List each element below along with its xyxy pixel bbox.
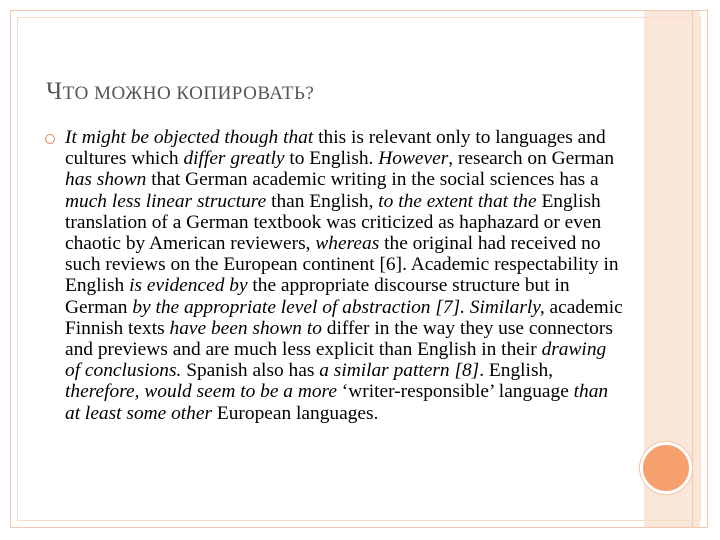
bullet-icon (45, 134, 55, 144)
paragraph-italic-run: drawing of conclusions. (65, 339, 607, 382)
slide-title-rest: ТО МОЖНО КОПИРОВАТЬ? (62, 83, 315, 104)
paragraph-text-run: that German academic writing in the social sciences has a (146, 169, 599, 191)
paragraph-italic-run: differ greatly (183, 148, 285, 170)
paragraph-text-run: differ in the way they use connectors and previews and are much less explicit than English in their (65, 317, 613, 361)
paragraph-text-run: English translation of a German textbook was criticized as haphazard or even chaotic by American reviewers, (65, 190, 602, 255)
paragraph-italic-run: have been shown to (169, 317, 322, 339)
paragraph-italic-run: therefore, would seem to be a more (65, 381, 337, 403)
paragraph-text-run: European languages. (212, 402, 379, 424)
paragraph-text-run: to English. (284, 148, 379, 170)
paragraph-italic-run: a similar pattern [8] (319, 360, 480, 382)
paragraph-italic-run: However (378, 148, 449, 170)
paragraph-italic-run: has shown (65, 169, 147, 191)
paragraph-text-run: academic Finnish texts (65, 296, 623, 339)
paragraph-italic-run: much less linear structure (65, 190, 267, 212)
slide-title-first-letter: Ч (46, 78, 63, 105)
paragraph-text-run: the appropriate discourse structure but in German (65, 275, 570, 318)
paragraph-text-run: the original had received no such reviews on the European continent [6]. Academic respectability in English (65, 233, 619, 297)
decorative-circle (640, 442, 692, 494)
paragraph-text-run: ‘writer-responsible’ language (336, 381, 574, 403)
paragraph-italic-run: is evidenced by (129, 275, 248, 297)
paragraph-italic-run: than at least some other (65, 381, 609, 424)
paragraph-text-run: this is relevant only to languages and cultures which (65, 127, 606, 170)
paragraph-text-run: than English, (266, 190, 379, 212)
paragraph-text-run: , research on German (448, 148, 615, 170)
paragraph-italic-run: It might be objected though that (65, 127, 314, 148)
slide-title (46, 78, 314, 106)
paragraph-text-run: Spanish also has (181, 360, 320, 382)
paragraph-italic-run: to the extent that the (378, 190, 537, 212)
paragraph-text-run: . English, (479, 360, 554, 382)
body-paragraph (65, 127, 625, 424)
paragraph-italic-run: by the appropriate level of abstraction [7]. Similarly, (132, 296, 545, 318)
paragraph-italic-run: whereas (315, 233, 380, 255)
